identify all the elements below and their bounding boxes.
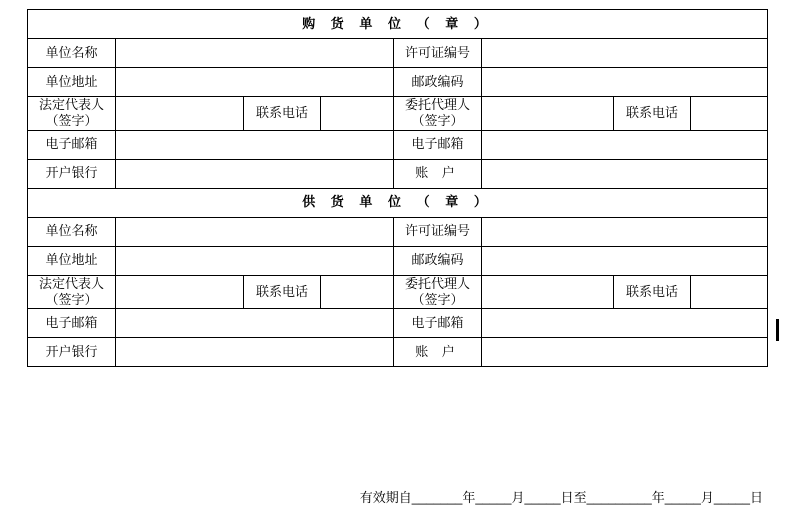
- label-account: 账 户: [394, 159, 482, 188]
- field-contact-phone-1[interactable]: [321, 97, 394, 131]
- table-row: [28, 217, 768, 246]
- label-unit-name: 单位名称: [28, 217, 116, 246]
- field-license-no[interactable]: [482, 39, 768, 68]
- field-contact-phone-2[interactable]: [691, 97, 768, 131]
- field-legal-representative[interactable]: [116, 97, 244, 131]
- label-legal-representative-line1: 法定代表人: [38, 275, 104, 291]
- field-email-1[interactable]: [116, 309, 394, 338]
- field-contact-phone-1[interactable]: [321, 275, 394, 309]
- label-legal-representative-line2: （签字）: [45, 291, 98, 307]
- label-account: 账 户: [394, 338, 482, 367]
- label-bank: 开户银行: [28, 338, 116, 367]
- table-row: [28, 159, 768, 188]
- label-authorized-agent-line2: （签字）: [411, 291, 464, 307]
- field-email-2[interactable]: [482, 309, 768, 338]
- contract-party-table: [27, 9, 768, 367]
- label-contact-phone-1: 联系电话: [244, 97, 321, 131]
- label-authorized-agent-line1: 委托代理人: [404, 97, 470, 112]
- field-unit-address[interactable]: [116, 246, 394, 275]
- field-account[interactable]: [482, 159, 768, 188]
- field-email-2[interactable]: [482, 130, 768, 159]
- field-postal-code[interactable]: [482, 246, 768, 275]
- field-bank[interactable]: [116, 338, 394, 367]
- label-authorized-agent: [394, 275, 482, 309]
- document-page: [0, 9, 787, 525]
- label-legal-representative-line1: 法定代表人: [38, 97, 104, 112]
- label-postal-code: 邮政编码: [394, 68, 482, 97]
- field-unit-name[interactable]: [116, 39, 394, 68]
- label-license-no: 许可证编号: [394, 39, 482, 68]
- label-legal-representative-line2: （签字）: [45, 113, 98, 129]
- label-email-1: 电子邮箱: [28, 309, 116, 338]
- table-row: [28, 246, 768, 275]
- label-authorized-agent-line2: （签字）: [411, 113, 464, 129]
- table-row: [28, 275, 768, 309]
- label-bank: 开户银行: [28, 159, 116, 188]
- field-license-no[interactable]: [482, 217, 768, 246]
- validity-footer: [0, 487, 787, 506]
- label-unit-name: 单位名称: [28, 39, 116, 68]
- table-row: [28, 39, 768, 68]
- label-email-2: 电子邮箱: [394, 309, 482, 338]
- label-legal-representative: [28, 275, 116, 309]
- table-row: [28, 97, 768, 131]
- field-unit-name[interactable]: [116, 217, 394, 246]
- label-postal-code: 邮政编码: [394, 246, 482, 275]
- validity-period-line: 有效期自_______年_____月_____日至_________年_____月_____日: [359, 490, 763, 505]
- field-authorized-agent[interactable]: [482, 97, 614, 131]
- label-legal-representative: [28, 97, 116, 131]
- table-row: [28, 130, 768, 159]
- table-row: [28, 338, 768, 367]
- field-unit-address[interactable]: [116, 68, 394, 97]
- field-legal-representative[interactable]: [116, 275, 244, 309]
- label-email-2: 电子邮箱: [394, 130, 482, 159]
- label-email-1: 电子邮箱: [28, 130, 116, 159]
- section-title-buyer: 购 货 单 位 （ 章 ）: [28, 10, 768, 39]
- label-contact-phone-2: 联系电话: [614, 97, 691, 131]
- field-email-1[interactable]: [116, 130, 394, 159]
- section-title-supplier: 供 货 单 位 （ 章 ）: [28, 188, 768, 217]
- label-authorized-agent: [394, 97, 482, 131]
- label-authorized-agent-line1: 委托代理人: [404, 275, 470, 291]
- section-title-row: [28, 188, 768, 217]
- field-contact-phone-2[interactable]: [691, 275, 768, 309]
- table-row: [28, 309, 768, 338]
- field-postal-code[interactable]: [482, 68, 768, 97]
- label-contact-phone-2: 联系电话: [614, 275, 691, 309]
- label-unit-address: 单位地址: [28, 68, 116, 97]
- label-unit-address: 单位地址: [28, 246, 116, 275]
- page-edge-marker: [776, 319, 779, 341]
- label-contact-phone-1: 联系电话: [244, 275, 321, 309]
- table-row: [28, 68, 768, 97]
- field-account[interactable]: [482, 338, 768, 367]
- section-title-row: [28, 10, 768, 39]
- field-bank[interactable]: [116, 159, 394, 188]
- field-authorized-agent[interactable]: [482, 275, 614, 309]
- label-license-no: 许可证编号: [394, 217, 482, 246]
